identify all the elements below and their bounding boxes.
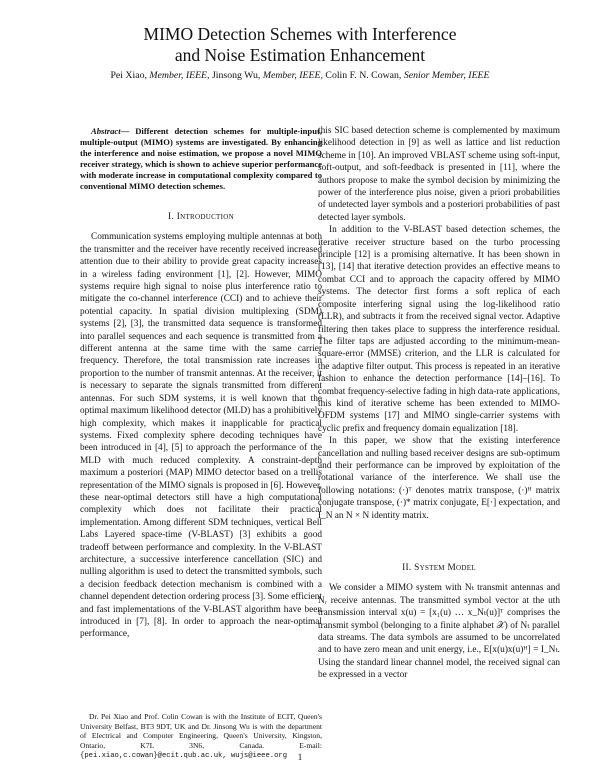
footnote-text: Dr. Pei Xiao and Prof. Colin Cowan is with the Institute of ECIT, Queen's University Belfast, BT3 9DT, UK and Dr. Jinsong Wu is with the department of Electrical and Computer Engineering, Queen's University, Kingston, Ontario, K7L 3N6, Canada. E-mail:	[80, 712, 322, 750]
abstract	[80, 126, 322, 192]
right-column	[318, 125, 560, 682]
section-heading-introduction	[80, 211, 322, 223]
system-model-paragraph-1: We consider a MIMO system with Nₜ transmit antennas and Nᵣ receive antennas. The transmitted symbol vector at the uth transmission interval x(u) = [x₁(u) … x_Nₜ(u)]ᵀ comprises the transmit symbol (belonging to a finite alphabet 𝒳) of Nₜ parallel data streams. The data symbols are assumed to be uncorrelated and to have zero mean and unit energy, i.e., E[x(u)x(u)ᴴ] = I_Nₜ. Using the standard linear channel model, the received signal can be expressed in a vector	[318, 583, 560, 681]
author-3-name: Colin F. N. Cowan,	[325, 70, 402, 81]
intro-paragraph-1: Communication systems employing multiple antennas at both the transmitter and the receiver have recently received increased attention due to their ability to provide great capacity increases in a wireless fading environment [1], [2]. However, MIMO systems require high signal to noise plus interference ratio to mitigate the co-channel interference (CCI) and to achieve their potential capacity. In spatial division multiplexing (SDM) systems [2], [3], the transmitted data sequence is transformed into parallel sequences and each sequence is transmitted from a different antenna at the same time with the same carrier frequency. Therefore, the total transmission rate increases in proportion to the number of transmit antennas. At the receiver, it is necessary to separate the signals transmitted from different antennas. For such SDM systems, it is well known that the optimal maximum likelihood detector (MLD) has a prohibitively high complexity, which makes it inapplicable for practical systems. Fixed complexity sphere decoding techniques have been introduced in [4], [5] to approach the performance of the MLD with much reduced complexity. A constraint-depth maximum a posteriori (MAP) MIMO detector based on a trellis representation of the MIMO signals is proposed in [6]. However, these near-optimal detectors still have a high computational complexity which does not facilitate their practical implementation. Among different SDM techniques, vertical Bell Labs Layered space-time (V-BLAST) [3] exhibits a good tradeoff between performance and complexity. In the V-BLAST architecture, a successive interference cancellation (SIC) and nulling algorithm is used to detect the transmitted symbols, such a decision feedback detection mechanism is combined with a channel dependent detection ordering process [3]. Some efficient and fast implementations of the V-BLAST algorithm have been introduced in [7], [8]. In order to approach the near-optimal performance,	[80, 232, 322, 640]
author-3-role: Senior Member, IEEE	[403, 70, 490, 81]
paper-title	[0, 24, 600, 66]
section-title-intro: Introduction	[176, 212, 234, 222]
intro-paragraph-3: In addition to the V-BLAST based detection schemes, the iterative receiver structure based on the turbo processing principle [12] is a promising alternative. It has been shown in [13], [14] that iterative detection provides an effective means to combat CCI and to approach the capacity offered by MIMO systems. The detector first forms a soft replica of each composite interfering signal using the log-likelihood ratio (LLR), and subtracts it from the received signal vector. Adaptive filtering then takes place to suppress the interference residual. The filter taps are adjusted according to the minimum-mean-square-error (MMSE) criterion, and the LLR is calculated for the adaptive filter output. This process is repeated in an iterative fashion to enhance the detection performance [14]–[16]. To combat frequency-selective fading in high data-rate applications, this kind of iterative scheme has been extended to MIMO-OFDM systems [17] and MIMO single-carrier systems with cyclic prefix and frequency domain equalization [18].	[318, 225, 560, 434]
author-2-role: Member, IEEE,	[262, 70, 323, 81]
section-number-model: II.	[402, 563, 412, 573]
left-column	[80, 126, 322, 641]
section-title-model: System Model	[414, 563, 476, 573]
author-line	[0, 70, 600, 82]
abstract-label: Abstract	[91, 126, 121, 136]
author-1-name: Pei Xiao,	[110, 70, 147, 81]
author-1-role: Member, IEEE,	[149, 70, 210, 81]
intro-paragraph-2: this SIC based detection scheme is complemented by maximum likelihood detection in [9] as well as lattice and list reduction scheme in [10]. An improved VBLAST scheme using soft-input, soft-output, and soft-feedback is presented in [11], where the authors propose to make the symbol decision by minimizing the power of the interference plus noise, given a priori probabilities of undetected layer symbols and a posteriori probabilities of past detected layer symbols.	[318, 126, 560, 223]
footnote-emails: {pei.xiao,c.cowan}@ecit.qub.ac.uk, wujs@ieee.org	[80, 752, 288, 761]
abstract-text: — Different detection schemes for multiple-input, multiple-output (MIMO) systems are investigated. By enhancing the interference and noise estimation, we propose a novel MIMO receiver strategy, which is shown to achieve superior performance with moderate increase in computational complexity compared to conventional MIMO detection schemes.	[80, 126, 322, 191]
section-number-intro: I.	[168, 212, 175, 222]
author-2-name: Jinsong Wu,	[211, 70, 261, 81]
page-number: 1	[297, 752, 303, 762]
intro-paragraph-4: In this paper, we show that the existing interference cancellation and nulling based receiver designs are sub-optimum and their performance can be improved by exploitation of the rotational variance of the interference. We shall use the following notations: (·)ᵀ denotes matrix transpose, (·)ᴴ matrix conjugate transpose, (·)* matrix conjugate, E[·] expectation, and I_N an N × N identity matrix.	[318, 436, 560, 521]
section-heading-system-model	[318, 562, 560, 574]
title-line-1: MIMO Detection Schemes with Interference	[143, 24, 457, 44]
title-line-2: and Noise Estimation Enhancement	[174, 45, 426, 65]
